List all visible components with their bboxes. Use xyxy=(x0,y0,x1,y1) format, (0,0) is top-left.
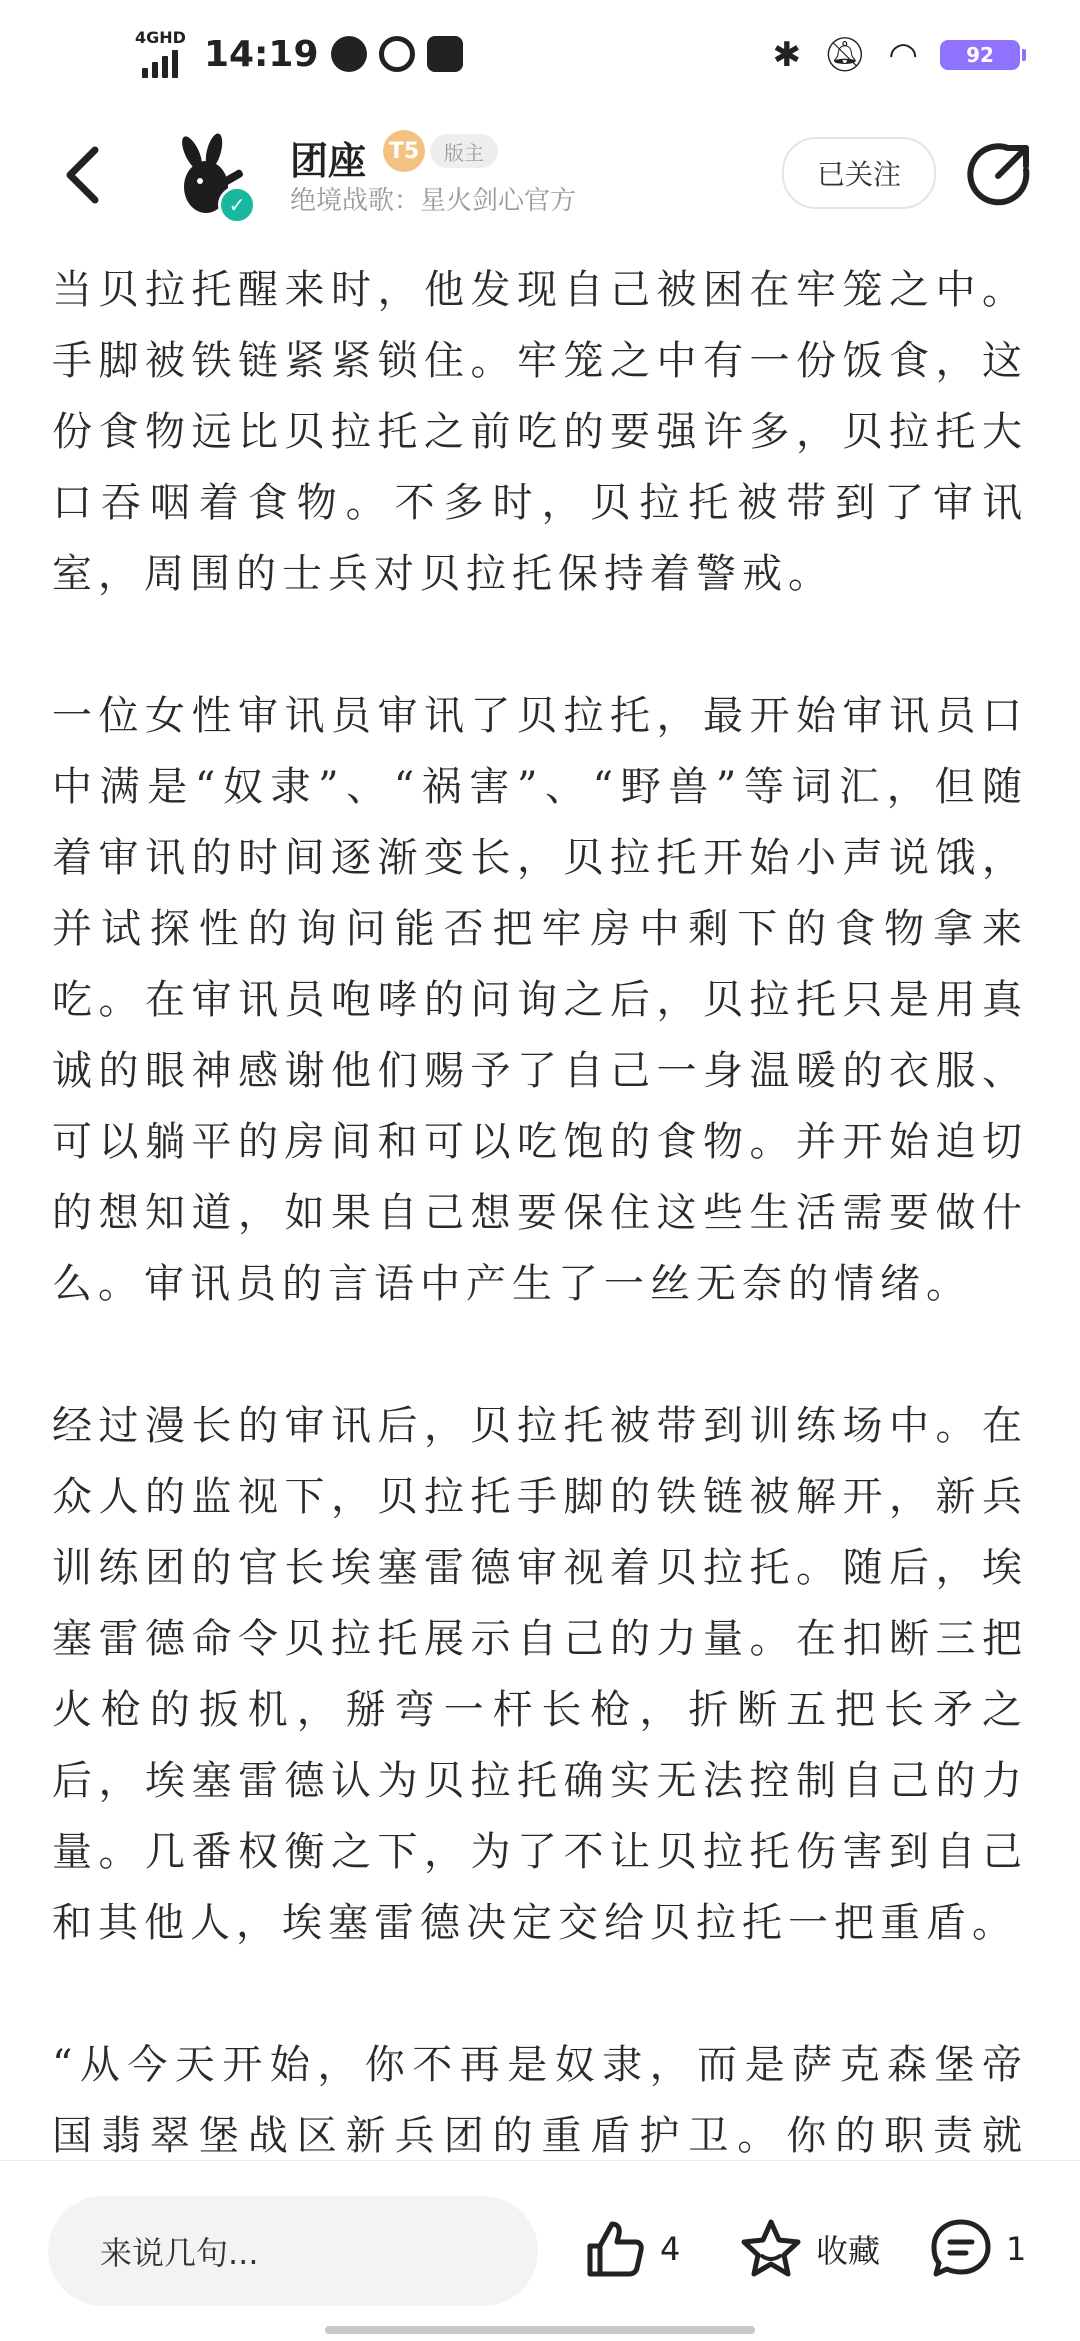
comment-count: 1 xyxy=(1006,2230,1027,2268)
wifi-icon: ◠ xyxy=(888,35,918,75)
clock: 14:19 xyxy=(203,33,319,75)
like-button[interactable] xyxy=(582,2216,680,2282)
sync-icon xyxy=(379,36,415,72)
app-notification-icon xyxy=(331,36,367,72)
role-tag: 版主 xyxy=(430,134,498,168)
signal-indicator xyxy=(135,30,186,78)
follow-button[interactable]: 已关注 xyxy=(782,137,936,209)
forum-name[interactable]: 绝境战歌：星火剑心官方 xyxy=(290,186,577,216)
level-badge: T5 xyxy=(383,130,425,172)
home-indicator[interactable] xyxy=(325,2326,755,2334)
battery-indicator: 92 xyxy=(940,40,1020,70)
user-name[interactable]: 团座 xyxy=(290,138,367,183)
mute-icon: 🔕︎ xyxy=(823,35,867,75)
comment-button[interactable] xyxy=(928,2216,1026,2282)
star-icon xyxy=(738,2216,804,2282)
share-icon[interactable] xyxy=(968,140,1034,206)
favorite-button[interactable] xyxy=(738,2216,880,2282)
verified-badge-icon: ✓ xyxy=(218,186,256,224)
comment-icon xyxy=(928,2216,994,2282)
article-paragraph: 一位女性审讯员审讯了贝拉托，最开始审讯员口中满是“奴隶”、“祸害”、“野兽”等词汇，但随着审讯的时间逐渐变长，贝拉托开始小声说饿，并试探性的询问能否把牢房中剩下的食物拿来吃。在审讯员咆哮的问询之后，贝拉托只是用真诚的眼神感谢他们赐予了自己一身温暖的衣服、可以躺平的房间和可以吃饱的食物。并开始迫切的想知道，如果自己想要保住这些生活需要做什么。审讯员的言语中产生了一丝无奈的情绪。 xyxy=(52,693,1028,1307)
network-type: 4GHD xyxy=(135,28,186,47)
bottom-action-bar xyxy=(0,2160,1080,2341)
like-count: 4 xyxy=(660,2230,681,2268)
article-paragraph: 经过漫长的审讯后，贝拉托被带到训练场中。在众人的监视下，贝拉托手脚的铁链被解开，新兵训练团的官长埃塞雷德审视着贝拉托。随后，埃塞雷德命令贝拉托展示自己的力量。在扣断三把火枪的扳机，掰弯一杆长枪，折断五把长矛之后，埃塞雷德认为贝拉托确实无法控制自己的力量。几番权衡之下，为了不让贝拉托伤害到自己和其他人，埃塞雷德决定交给贝拉托一把重盾。 xyxy=(52,1403,1028,1946)
article-body xyxy=(52,255,1028,2160)
thumbs-up-icon xyxy=(582,2216,648,2282)
status-bar xyxy=(0,0,1080,120)
article-paragraph: 当贝拉托醒来时，他发现自己被困在牢笼之中。手脚被铁链紧紧锁住。牢笼之中有一份饭食，这份食物远比贝拉托之前吃的要强许多，贝拉托大口吞咽着食物。不多时，贝拉托被带到了审讯室，周围的士兵对贝拉托保持着警戒。 xyxy=(52,267,1028,597)
comment-input[interactable]: 来说几句... xyxy=(48,2196,538,2306)
bluetooth-icon: ✱ xyxy=(772,35,802,75)
favorite-label: 收藏 xyxy=(816,2232,881,2270)
article-paragraph: “从今天开始，你不再是奴隶，而是萨克森堡帝国翡翠堡战区新兵团的重盾护卫。你的职责就 xyxy=(52,2042,1028,2159)
back-arrow-icon[interactable] xyxy=(55,140,115,210)
video-icon xyxy=(427,36,463,72)
